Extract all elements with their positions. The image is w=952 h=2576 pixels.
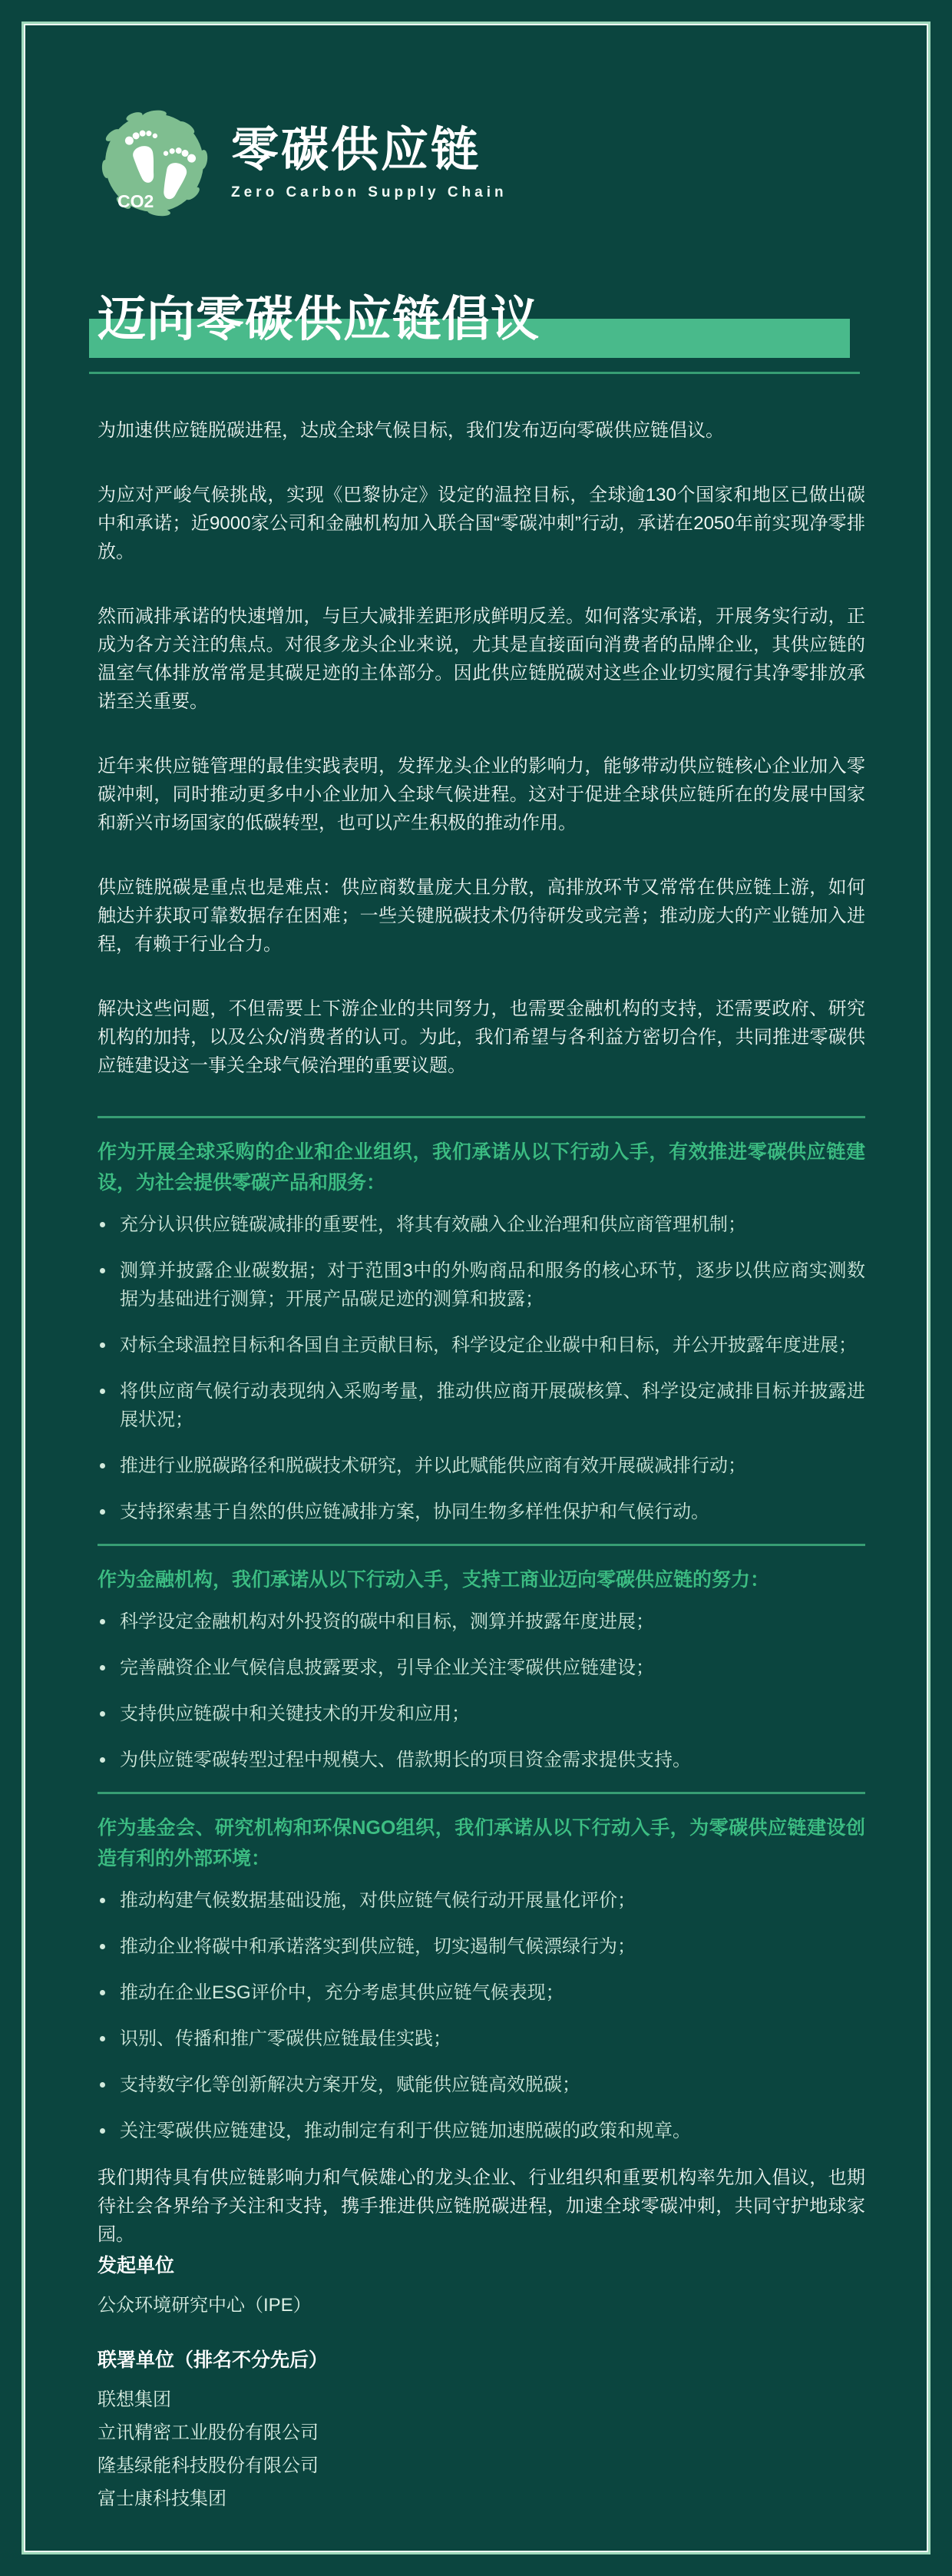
section-divider bbox=[98, 1116, 865, 1118]
co2-badge: CO2 bbox=[117, 191, 154, 211]
list-item: 为供应链零碳转型过程中规模大、借款期长的项目资金需求提供支持。 bbox=[98, 1746, 865, 1774]
list-item: 支持探索基于自然的供应链减排方案，协同生物多样性保护和气候行动。 bbox=[98, 1498, 865, 1526]
cosigners-group bbox=[98, 2345, 865, 2515]
intro-paragraph: 为加速供应链脱碳进程，达成全球气候目标，我们发布迈向零碳供应链倡议。 bbox=[98, 420, 724, 441]
enterprise-commitments-list bbox=[98, 1210, 865, 1526]
ngo-commitments-list bbox=[98, 1886, 865, 2145]
section-heading-ngo: 作为基金会、研究机构和环保NGO组织，我们承诺从以下行动入手，为零碳供应链建设创造有利的外部环境： bbox=[98, 1817, 865, 1869]
initiator-name: 公众环境研究中心（IPE） bbox=[98, 2295, 312, 2316]
list-item: 推动在企业ESG评价中，充分考虑其供应链气候表现； bbox=[98, 1978, 865, 2007]
cosigner-name: 立讯精密工业股份有限公司 bbox=[98, 2422, 319, 2443]
list-item: 充分认识供应链碳减排的重要性，将其有效融入企业治理和供应商管理机制； bbox=[98, 1210, 865, 1239]
cosigner-name: 隆基绿能科技股份有限公司 bbox=[98, 2455, 319, 2476]
initiator-label: 发起单位 bbox=[98, 2255, 175, 2276]
list-item: 推动企业将碳中和承诺落实到供应链，切实遏制气候漂绿行为； bbox=[98, 1932, 865, 1961]
list-item: 科学设定金融机构对外投资的碳中和目标，测算并披露年度进展； bbox=[98, 1608, 865, 1636]
section-divider bbox=[98, 1792, 865, 1794]
footprint-co2-logo-icon bbox=[98, 106, 211, 220]
intro-paragraph: 解决这些问题，不但需要上下游企业的共同努力，也需要金融机构的支持，还需要政府、研究机构的加持，以及公众/消费者的认可。为此，我们希望与各利益方密切合作，共同推进零碳供应链建设这一事关全球气候治理的重要议题。 bbox=[98, 998, 865, 1076]
finance-commitments-list bbox=[98, 1608, 865, 1774]
logo-block bbox=[98, 106, 865, 220]
list-item: 支持供应链碳中和关键技术的开发和应用； bbox=[98, 1700, 865, 1728]
logo-title: 零碳供应链 bbox=[231, 123, 481, 177]
section-heading-enterprises: 作为开展全球采购的企业和企业组织，我们承诺从以下行动入手，有效推进零碳供应链建设，为社会提供零碳产品和服务： bbox=[98, 1141, 865, 1194]
page-title: 迈向零碳供应链倡议 bbox=[98, 293, 540, 346]
intro-paragraph: 供应链脱碳是重点也是难点：供应商数量庞大且分散，高排放环节又常常在供应链上游，如何触达并获取可靠数据存在困难；一些关键脱碳技术仍待研发或完善；推动庞大的产业链加入进程，有赖于行业合力。 bbox=[98, 877, 865, 955]
list-item: 对标全球温控目标和各国自主贡献目标，科学设定企业碳中和目标，并公开披露年度进展； bbox=[98, 1331, 865, 1359]
closing-paragraph: 我们期待具有供应链影响力和气候雄心的龙头企业、行业组织和重要机构率先加入倡议，也期待社会各界给予关注和支持，携手推进供应链脱碳进程，加速全球零碳冲刺，共同守护地球家园。 bbox=[98, 2167, 865, 2245]
logo-text bbox=[231, 124, 507, 201]
list-item: 推进行业脱碳路径和脱碳技术研究，并以此赋能供应商有效开展碳减排行动； bbox=[98, 1452, 865, 1480]
list-item: 支持数字化等创新解决方案开发，赋能供应链高效脱碳； bbox=[98, 2071, 865, 2099]
cosigner-name: 富士康科技集团 bbox=[98, 2488, 226, 2509]
section-divider bbox=[98, 1544, 865, 1546]
intro-section bbox=[98, 416, 865, 1080]
cosigner-label: 联署单位（排名不分先后） bbox=[98, 2349, 329, 2371]
list-item: 测算并披露企业碳数据；对于范围3中的外购商品和服务的核心环节，逐步以供应商实测数据为基础进行测算；开展产品碳足迹的测算和披露； bbox=[98, 1257, 865, 1313]
banner bbox=[98, 284, 865, 358]
footer bbox=[98, 2250, 865, 2515]
intro-paragraph: 为应对严峻气候挑战，实现《巴黎协定》设定的温控目标，全球逾130个国家和地区已做出碳中和承诺；近9000家公司和金融机构加入联合国“零碳冲刺”行动，承诺在2050年前实现净零排放。 bbox=[98, 485, 865, 562]
logo-subtitle: Zero Carbon Supply Chain bbox=[231, 184, 507, 201]
banner-divider bbox=[89, 372, 860, 374]
list-item: 推动构建气候数据基础设施，对供应链气候行动开展量化评价； bbox=[98, 1886, 865, 1915]
list-item: 关注零碳供应链建设，推动制定有利于供应链加速脱碳的政策和规章。 bbox=[98, 2117, 865, 2145]
intro-paragraph: 近年来供应链管理的最佳实践表明，发挥龙头企业的影响力，能够带动供应链核心企业加入零碳冲刺，同时推动更多中小企业加入全球气候进程。这对于促进全球供应链所在的发展中国家和新兴市场国家的低碳转型，也可以产生积极的推动作用。 bbox=[98, 756, 865, 833]
main-content bbox=[98, 0, 865, 2285]
list-item: 将供应商气候行动表现纳入采购考量，推动供应商开展碳核算、科学设定减排目标并披露进展状况； bbox=[98, 1377, 865, 1434]
list-item: 完善融资企业气候信息披露要求，引导企业关注零碳供应链建设； bbox=[98, 1654, 865, 1682]
intro-paragraph: 然而减排承诺的快速增加，与巨大减排差距形成鲜明反差。如何落实承诺，开展务实行动，正成为各方关注的焦点。对很多龙头企业来说，尤其是直接面向消费者的品牌企业，其供应链的温室气体排放常常是其碳足迹的主体部分。因此供应链脱碳对这些企业切实履行其净零排放承诺至关重要。 bbox=[98, 606, 865, 712]
cosigner-name: 联想集团 bbox=[98, 2389, 171, 2410]
section-heading-finance: 作为金融机构，我们承诺从以下行动入手，支持工商业迈向零碳供应链的努力： bbox=[98, 1569, 770, 1591]
list-item: 识别、传播和推广零碳供应链最佳实践； bbox=[98, 2025, 865, 2053]
